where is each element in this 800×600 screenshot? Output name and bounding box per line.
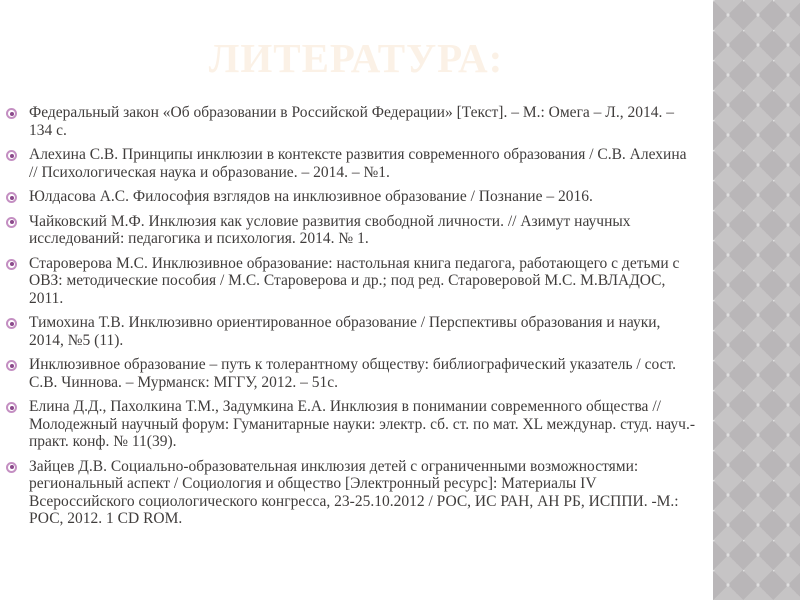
reference-text: Юлдасова А.С. Философия взглядов на инклюзивное образование / Познание – 2016. (29, 188, 593, 205)
reference-text: Чайковский М.Ф. Инклюзия как условие развития свободной личности. // Азимут научных исследований: педагогика и психология. 2014. № 1. (29, 212, 631, 247)
ringed-dot-bullet-icon (6, 462, 17, 473)
ringed-dot-bullet-icon (6, 318, 17, 329)
ringed-dot-bullet-icon (6, 402, 17, 413)
ringed-dot-bullet-icon (6, 150, 17, 161)
ringed-dot-bullet-icon (6, 259, 17, 270)
reference-text: Тимохина Т.В. Инклюзивно ориентированное образование / Перспективы образования и науки, 2014, №5 (11). (29, 314, 661, 349)
ringed-dot-bullet-icon (6, 192, 17, 203)
list-item (6, 356, 706, 391)
reference-list (6, 104, 706, 535)
list-item (6, 104, 706, 139)
reference-text: Алехина С.В. Принципы инклюзии в контексте развития современного образования / С.В. Алехина // Психологическая наука и образование. – 2014. – №1. (29, 146, 687, 181)
reference-text: Инклюзивное образование – путь к толерантному обществу: библиографический указатель / сост. С.В. Чиннова. – Мурманск: МГГУ, 2012. – 51с. (29, 356, 676, 391)
reference-text: Елина Д.Д., Пахолкина Т.М., Задумкина Е.А. Инклюзия в понимании современного общества // Молодежный научный форум: Гуманитарные науки: электр. сб. ст. по мат. XL междунар. студ. науч.-практ. конф. № 11(39). (29, 398, 695, 450)
page-title: ЛИТЕРАТУРА: (208, 35, 504, 81)
argyle-diamond-pattern (713, 0, 800, 600)
list-item (6, 458, 706, 528)
reference-text: Староверова М.С. Инклюзивное образование: настольная книга педагога, работающего с детьми с ОВЗ: методические пособия / М.С. Староверова и др.; под ред. Староверовой М.С. М.ВЛАДОС, 2011. (29, 254, 680, 307)
list-item (6, 213, 706, 248)
list-item (6, 255, 706, 308)
list-item (6, 314, 706, 349)
list-item (6, 146, 706, 181)
ringed-dot-bullet-icon (6, 217, 17, 228)
reference-text: Федеральный закон «Об образовании в Российской Федерации» [Текст]. – М.: Омега – Л., 2014. – 134 с. (29, 104, 674, 139)
reference-text: Зайцев Д.В. Социально-образовательная инклюзия детей с ограниченными возможностями: региональный аспект / Социология и общество [Электронный ресурс]: Материалы IV Всероссийского социологического конгресса, 23-25.10.2012 / РОС, ИС РАН, АН РБ, ИСППИ. -М.: РОС, 2012. 1 CD ROM. (29, 457, 679, 527)
list-item (6, 188, 706, 206)
ringed-dot-bullet-icon (6, 108, 17, 119)
ringed-dot-bullet-icon (6, 360, 17, 371)
list-item (6, 398, 706, 451)
